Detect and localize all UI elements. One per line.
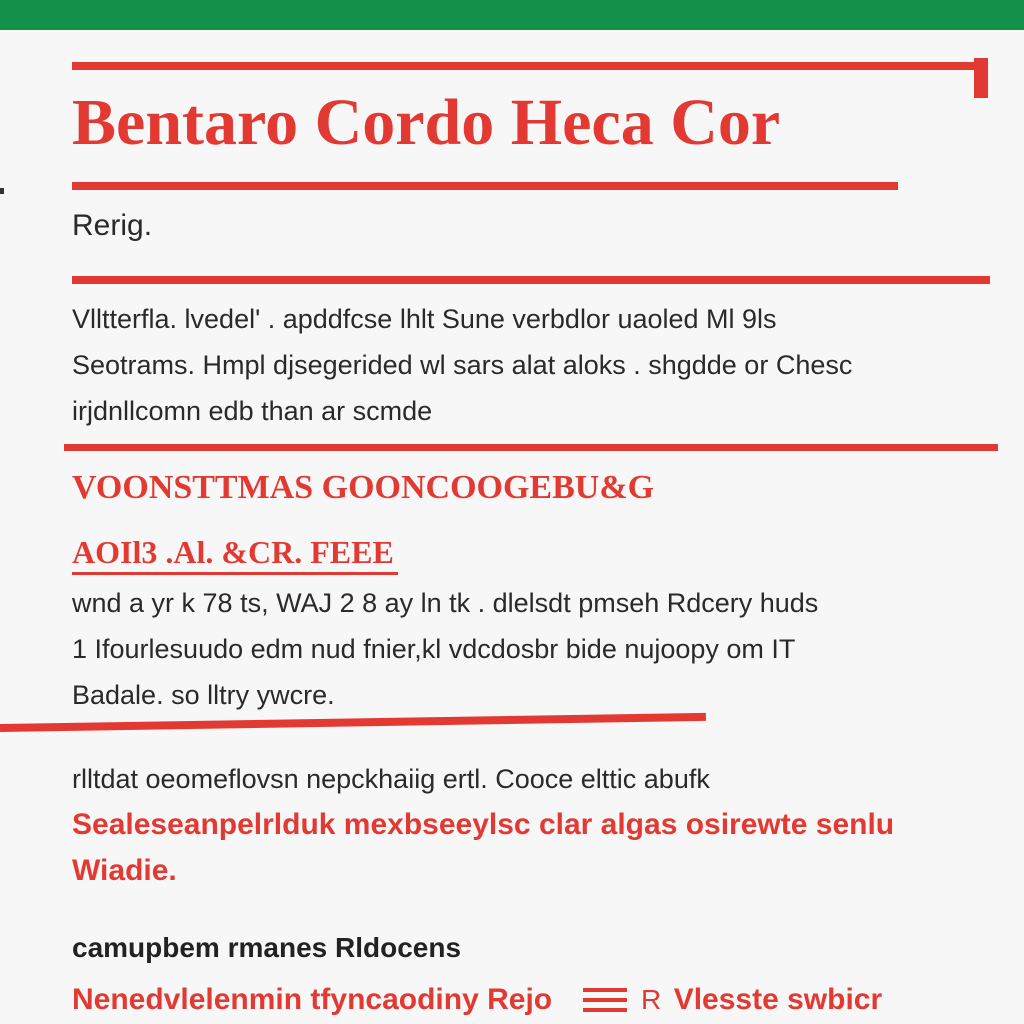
section-heading: VOONSTTMAS GOONCOOGEBU&G	[72, 469, 655, 506]
footer-mark: R	[641, 984, 662, 1015]
title-rule-corner	[974, 58, 988, 98]
section-paragraph	[72, 580, 1022, 718]
intro-line: Vlltterfla. lvedel' . apddfcse lhlt Sune verbdlor uaoled Ml 9ls	[72, 304, 777, 334]
margin-mark	[0, 188, 4, 194]
callout-lead: rlltdat oeomeflovsn nepckhaiig ertl. Cooce elttic abufk	[72, 764, 710, 794]
footer-left-text: Nenedvlelenmin tfyncaodiny Rejo	[72, 983, 553, 1016]
intro-line: irjdnllcomn edb than ar scmde	[72, 396, 433, 426]
footer-heading: camupbem rmanes Rldocens	[72, 932, 462, 963]
section-line: 1 Ifourlesuudo edm nud fnier,kl vdcdosbr bide nujoopy om IT	[72, 634, 796, 664]
title-bottom-rule	[72, 182, 898, 190]
intro-top-rule	[72, 276, 990, 284]
intro-line: Seotrams. Hmpl djsegerided wl sars alat aloks . shgdde or Chesc	[72, 350, 853, 380]
section-subheading: AOIl3 .Al. &CR. FEEE	[72, 532, 398, 575]
footer-right-text: Vlesste swbicr	[673, 983, 883, 1016]
flag-lines-icon	[583, 986, 627, 1016]
section-line: Badale. so lltry ywcre.	[72, 680, 335, 710]
callout-line: Wiadie.	[72, 854, 177, 887]
section-line: wnd a yr k 78 ts, WAJ 2 8 ay ln tk . dlelsdt pmseh Rdcery huds	[72, 588, 819, 618]
top-green-band	[0, 0, 1024, 30]
intro-paragraph	[72, 296, 1022, 434]
title-top-rule	[72, 62, 988, 70]
document-title: Bentaro Cordo Heca Cor	[72, 86, 781, 159]
section-divider-rule	[64, 444, 998, 451]
footer-row	[72, 980, 1012, 1024]
callout-block	[72, 756, 1022, 894]
callout-line: Sealeseanpelrlduk mexbseeylsc clar algas osirewte senlu	[72, 808, 895, 841]
subheading: Rerig.	[72, 209, 153, 242]
